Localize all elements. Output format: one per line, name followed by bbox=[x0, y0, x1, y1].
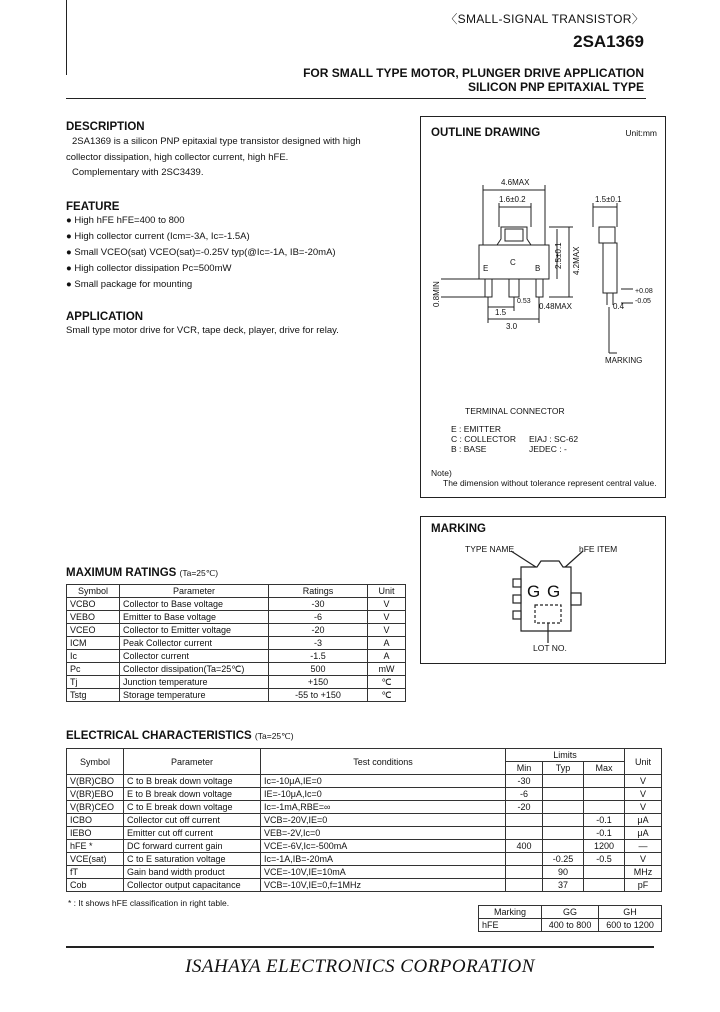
table-cell bbox=[543, 775, 584, 788]
table-cell: 1200 bbox=[584, 840, 625, 853]
feature-item: ● Small package for mounting bbox=[66, 279, 193, 290]
table-row bbox=[67, 624, 406, 637]
table-cell bbox=[543, 827, 584, 840]
feature-item: ● High collector dissipation Pc=500mW bbox=[66, 263, 232, 274]
table-cell bbox=[543, 814, 584, 827]
marking-code-1: G bbox=[527, 582, 541, 601]
table-cell: μA bbox=[625, 814, 662, 827]
col-parameter: Parameter bbox=[124, 749, 261, 775]
col-min: Min bbox=[506, 762, 543, 775]
lot-label: LOT NO. bbox=[533, 643, 567, 653]
table-cell: ICBO bbox=[67, 814, 124, 827]
table-cell: -55 to +150 bbox=[269, 689, 368, 702]
feature-item: ● High hFE hFE=400 to 800 bbox=[66, 215, 185, 226]
lead-e bbox=[485, 279, 492, 297]
table-row bbox=[67, 827, 662, 840]
marking-code-2: G bbox=[547, 582, 561, 601]
table-cell: C to B break down voltage bbox=[124, 775, 261, 788]
table-cell bbox=[506, 853, 543, 866]
table-cell: 600 to 1200 bbox=[599, 919, 662, 932]
table-cell: Peak Collector current bbox=[120, 637, 269, 650]
table-row bbox=[67, 814, 662, 827]
table-row bbox=[67, 663, 406, 676]
table-cell bbox=[543, 840, 584, 853]
col-symbol: Symbol bbox=[67, 749, 124, 775]
table-cell: C to E saturation voltage bbox=[124, 853, 261, 866]
table-cell: Collector dissipation(Ta=25℃) bbox=[120, 663, 269, 676]
table-row bbox=[67, 853, 662, 866]
lead-b bbox=[536, 279, 543, 297]
table-cell: V bbox=[625, 801, 662, 814]
table-cell bbox=[506, 879, 543, 892]
table-cell: V(BR)CEO bbox=[67, 801, 124, 814]
table-cell: V bbox=[625, 775, 662, 788]
table-header-row bbox=[67, 749, 662, 762]
table-cell: VEB=-2V,Ic=0 bbox=[261, 827, 506, 840]
table-row bbox=[67, 650, 406, 663]
table-cell: VCEO bbox=[67, 624, 120, 637]
col-unit: Unit bbox=[368, 585, 406, 598]
dim-08min: 0.8MIN bbox=[432, 281, 441, 307]
col-symbol: Symbol bbox=[67, 585, 120, 598]
table-cell: -20 bbox=[269, 624, 368, 637]
application-heading: APPLICATION bbox=[66, 311, 144, 323]
table-cell bbox=[506, 827, 543, 840]
company-name: ISAHAYA ELECTRONICS CORPORATION bbox=[185, 956, 535, 977]
description-heading: DESCRIPTION bbox=[66, 121, 145, 133]
table-row bbox=[67, 689, 406, 702]
table-cell: Emitter cut off current bbox=[124, 827, 261, 840]
note-text: The dimension without tolerance represent central value. bbox=[443, 478, 657, 488]
feature-heading: FEATURE bbox=[66, 201, 120, 213]
table-cell: A bbox=[368, 637, 406, 650]
header-left-rule bbox=[66, 0, 67, 75]
table-cell: Pc bbox=[67, 663, 120, 676]
table-cell: 400 bbox=[506, 840, 543, 853]
table-cell: -30 bbox=[506, 775, 543, 788]
table-row bbox=[67, 637, 406, 650]
table-cell: Emitter to Base voltage bbox=[120, 611, 269, 624]
hfe-classification-table bbox=[478, 905, 662, 932]
table-cell: -0.5 bbox=[584, 853, 625, 866]
table-cell: Collector current bbox=[120, 650, 269, 663]
terminal-list bbox=[451, 424, 516, 454]
table-cell: Cob bbox=[67, 879, 124, 892]
table-cell: C to E break down voltage bbox=[124, 801, 261, 814]
table-cell: -6 bbox=[506, 788, 543, 801]
table-cell: IEBO bbox=[67, 827, 124, 840]
outline-unit: Unit:mm bbox=[625, 128, 657, 138]
application-title-line1: FOR SMALL TYPE MOTOR, PLUNGER DRIVE APPLICATION bbox=[303, 66, 644, 80]
dim-minus: -0.05 bbox=[635, 298, 651, 305]
dim-42max: 4.2MAX bbox=[572, 246, 581, 275]
tab-inner bbox=[505, 229, 523, 241]
table-cell: Marking bbox=[479, 906, 542, 919]
table-cell: V bbox=[368, 598, 406, 611]
table-cell: — bbox=[625, 840, 662, 853]
table-cell: V(BR)EBO bbox=[67, 788, 124, 801]
footer-divider bbox=[66, 946, 654, 948]
table-cell: Collector output capacitance bbox=[124, 879, 261, 892]
table-cell: +150 bbox=[269, 676, 368, 689]
table-cell bbox=[584, 879, 625, 892]
feature-item: ● High collector current (Icm=-3A, Ic=-1.5A) bbox=[66, 231, 250, 242]
table-header-row bbox=[67, 585, 406, 598]
product-category: 〈SMALL-SIGNAL TRANSISTOR〉 bbox=[445, 12, 644, 26]
col-unit: Unit bbox=[625, 749, 662, 775]
table-cell: fT bbox=[67, 866, 124, 879]
dim-25: 2.5±0.1 bbox=[554, 242, 563, 269]
table-cell: pF bbox=[625, 879, 662, 892]
table-cell: Tstg bbox=[67, 689, 120, 702]
table-cell: 37 bbox=[543, 879, 584, 892]
table-row bbox=[67, 801, 662, 814]
elec-condition: (Ta=25℃) bbox=[254, 731, 294, 741]
table-cell: MHz bbox=[625, 866, 662, 879]
col-test: Test conditions bbox=[261, 749, 506, 775]
max-ratings-condition: (Ta=25℃) bbox=[179, 568, 219, 578]
table-cell bbox=[584, 866, 625, 879]
table-cell bbox=[506, 814, 543, 827]
note-heading: Note) bbox=[431, 468, 452, 478]
table-cell bbox=[506, 866, 543, 879]
table-cell: VEBO bbox=[67, 611, 120, 624]
max-ratings-heading bbox=[66, 567, 218, 579]
outline-heading: OUTLINE DRAWING bbox=[431, 127, 541, 139]
jedec-code: JEDEC : - bbox=[529, 444, 567, 454]
type-name-label: TYPE NAME bbox=[465, 544, 515, 554]
pin-c: C bbox=[510, 258, 516, 267]
hfe-item-label: hFE ITEM bbox=[579, 544, 618, 554]
marking-box bbox=[420, 516, 666, 664]
dim-15: 1.5 bbox=[495, 308, 507, 317]
terminal-heading: TERMINAL CONNECTOR bbox=[465, 406, 565, 416]
terminal-item: E : EMITTER bbox=[451, 424, 502, 434]
marking-label: MARKING bbox=[605, 356, 643, 365]
table-cell: ℃ bbox=[368, 676, 406, 689]
table-cell: E to B break down voltage bbox=[124, 788, 261, 801]
table-cell: Collector to Base voltage bbox=[120, 598, 269, 611]
table-cell bbox=[543, 788, 584, 801]
terminal-item: B : BASE bbox=[451, 444, 487, 454]
application-title-line2: SILICON PNP EPITAXIAL TYPE bbox=[467, 80, 644, 94]
marking-lead bbox=[513, 579, 521, 587]
table-cell: V bbox=[368, 624, 406, 637]
description-line1: 2SA1369 is a silicon PNP epitaxial type transistor designed with high bbox=[72, 136, 361, 147]
dim-15top: 1.5±0.1 bbox=[595, 195, 622, 204]
max-ratings-table bbox=[66, 584, 406, 702]
table-row bbox=[479, 919, 662, 932]
table-cell: 90 bbox=[543, 866, 584, 879]
table-row bbox=[67, 611, 406, 624]
col-max: Max bbox=[584, 762, 625, 775]
dim-46max: 4.6MAX bbox=[501, 178, 530, 187]
dim-16: 1.6±0.2 bbox=[499, 195, 526, 204]
table-row bbox=[67, 866, 662, 879]
dim-30: 3.0 bbox=[506, 322, 518, 331]
header-divider bbox=[66, 98, 646, 99]
description-line3: Complementary with 2SC3439. bbox=[72, 167, 204, 178]
feature-list bbox=[66, 213, 336, 293]
table-cell: Gain band width product bbox=[124, 866, 261, 879]
part-number: 2SA1369 bbox=[573, 32, 644, 51]
elec-heading bbox=[66, 730, 294, 742]
elec-title: ELECTRICAL CHARACTERISTICS bbox=[66, 730, 252, 742]
col-ratings: Ratings bbox=[269, 585, 368, 598]
table-cell: VCE=-10V,IE=10mA bbox=[261, 866, 506, 879]
table-cell: hFE * bbox=[67, 840, 124, 853]
type-name-leader bbox=[511, 551, 539, 569]
marking-heading: MARKING bbox=[431, 523, 486, 535]
table-row bbox=[67, 775, 662, 788]
table-cell: IE=-10μA,Ic=0 bbox=[261, 788, 506, 801]
table-cell: -20 bbox=[506, 801, 543, 814]
pin-e: E bbox=[483, 264, 489, 273]
col-limits: Limits bbox=[506, 749, 625, 762]
table-header-row bbox=[479, 906, 662, 919]
table-cell: Ic bbox=[67, 650, 120, 663]
side-tab bbox=[599, 227, 615, 243]
lead-c bbox=[509, 279, 519, 297]
table-cell: -6 bbox=[269, 611, 368, 624]
table-cell: Tj bbox=[67, 676, 120, 689]
table-cell: VCBO bbox=[67, 598, 120, 611]
marking-lead bbox=[513, 595, 521, 603]
table-cell: V bbox=[368, 611, 406, 624]
table-cell: V(BR)CBO bbox=[67, 775, 124, 788]
application-text: Small type motor drive for VCR, tape deck, player, drive for relay. bbox=[66, 325, 339, 336]
marking-tab bbox=[571, 593, 581, 605]
table-cell: VCB=-10V,IE=0,f=1MHz bbox=[261, 879, 506, 892]
dim-048max: 0.48MAX bbox=[539, 302, 572, 311]
col-parameter: Parameter bbox=[120, 585, 269, 598]
table-cell bbox=[584, 775, 625, 788]
pin-b: B bbox=[535, 264, 541, 273]
dim-053: 0.53 bbox=[517, 298, 531, 305]
table-cell: Ic=-10μA,IE=0 bbox=[261, 775, 506, 788]
outline-drawing-box bbox=[420, 116, 666, 498]
table-cell bbox=[584, 788, 625, 801]
table-cell: -3 bbox=[269, 637, 368, 650]
elec-footnote: * : It shows hFE classification in right table. bbox=[68, 898, 230, 908]
table-row bbox=[67, 840, 662, 853]
table-cell: Collector cut off current bbox=[124, 814, 261, 827]
table-cell: VCB=-20V,IE=0 bbox=[261, 814, 506, 827]
table-cell: -1.5 bbox=[269, 650, 368, 663]
eiaj-code: EIAJ : SC-62 bbox=[529, 434, 579, 444]
dim-plus: +0.08 bbox=[635, 288, 653, 295]
table-cell: ℃ bbox=[368, 689, 406, 702]
hfe-leader bbox=[563, 551, 583, 569]
feature-item: ● Small VCEO(sat) VCEO(sat)=-0.25V typ(@Ic=-1A, IB=-20mA) bbox=[66, 247, 336, 258]
table-cell: hFE bbox=[479, 919, 542, 932]
table-row bbox=[67, 879, 662, 892]
package-codes bbox=[529, 434, 578, 454]
description-line2: collector dissipation, high collector current, high hFE. bbox=[66, 152, 289, 163]
table-cell: GG bbox=[542, 906, 599, 919]
elec-table bbox=[66, 748, 662, 892]
table-cell: mW bbox=[368, 663, 406, 676]
table-cell: ICM bbox=[67, 637, 120, 650]
package-outline-svg bbox=[421, 157, 665, 397]
table-cell: -0.25 bbox=[543, 853, 584, 866]
table-cell: Ic=-1mA,RBE=∞ bbox=[261, 801, 506, 814]
col-typ: Typ bbox=[543, 762, 584, 775]
table-cell: V bbox=[625, 853, 662, 866]
table-cell: -30 bbox=[269, 598, 368, 611]
table-cell: 400 to 800 bbox=[542, 919, 599, 932]
max-ratings-title: MAXIMUM RATINGS bbox=[66, 567, 177, 579]
table-cell: Junction temperature bbox=[120, 676, 269, 689]
table-cell: DC forward current gain bbox=[124, 840, 261, 853]
side-body bbox=[603, 243, 617, 293]
marking-lead bbox=[513, 611, 521, 619]
table-cell: -0.1 bbox=[584, 827, 625, 840]
marking-package-svg bbox=[501, 549, 601, 649]
table-cell: μA bbox=[625, 827, 662, 840]
terminal-item: C : COLLECTOR bbox=[451, 434, 517, 444]
table-row bbox=[67, 676, 406, 689]
table-row bbox=[67, 788, 662, 801]
table-cell: A bbox=[368, 650, 406, 663]
table-cell bbox=[584, 801, 625, 814]
table-cell: VCE(sat) bbox=[67, 853, 124, 866]
table-cell: GH bbox=[599, 906, 662, 919]
table-cell: Storage temperature bbox=[120, 689, 269, 702]
table-cell: VCE=-6V,Ic=-500mA bbox=[261, 840, 506, 853]
dim-04: 0.4 bbox=[613, 302, 625, 311]
table-cell: Ic=-1A,IB=-20mA bbox=[261, 853, 506, 866]
table-row bbox=[67, 598, 406, 611]
table-cell: 500 bbox=[269, 663, 368, 676]
table-cell: Collector to Emitter voltage bbox=[120, 624, 269, 637]
table-cell bbox=[543, 801, 584, 814]
table-cell: -0.1 bbox=[584, 814, 625, 827]
table-cell: V bbox=[625, 788, 662, 801]
